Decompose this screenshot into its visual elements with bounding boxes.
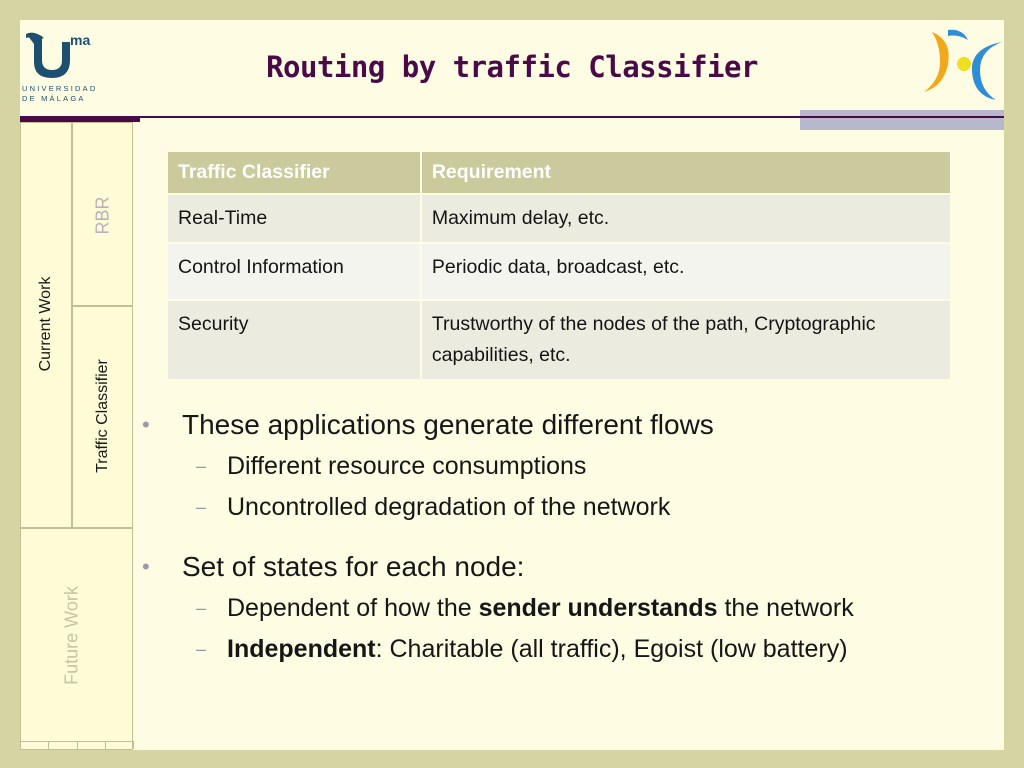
- table-header-row: [168, 152, 951, 194]
- nav-future-work[interactable]: [20, 528, 133, 750]
- emphasis-text: Independent: [227, 635, 376, 663]
- sub-bullet-item: – Dependent of how the sender understands the network: [140, 588, 990, 629]
- nav-rbr[interactable]: [72, 122, 133, 306]
- column-header-requirement: Requirement: [421, 152, 951, 194]
- slide: [20, 20, 1004, 750]
- bullet-dot-icon: •: [142, 554, 150, 579]
- conference-logo-icon: [918, 26, 1006, 106]
- table-row: [168, 194, 951, 243]
- sub-bullet-item: – Uncontrolled degradation of the network: [140, 487, 990, 528]
- table-row: [168, 243, 951, 300]
- nav-traffic-classifier-label: Traffic Classifier: [94, 359, 111, 473]
- bullet-item: • Set of states for each node:: [140, 546, 990, 588]
- cell-requirement: Trustworthy of the nodes of the path, Cryptographic capabilities, etc.: [421, 300, 951, 379]
- side-navigation: [20, 122, 133, 750]
- header-rule-right: [800, 110, 1004, 130]
- cell-classifier: Control Information: [168, 243, 421, 300]
- nav-rbr-label: RBR: [92, 196, 113, 235]
- nav-current-work-label: Current Work: [37, 276, 54, 372]
- nav-traffic-classifier[interactable]: [72, 306, 133, 528]
- cell-classifier: Real-Time: [168, 194, 421, 243]
- cell-requirement: Maximum delay, etc.: [421, 194, 951, 243]
- dash-icon: –: [196, 456, 207, 476]
- emphasis-text: sender understands: [478, 594, 718, 622]
- nav-progress-ticks: [21, 741, 134, 749]
- cell-requirement: Periodic data, broadcast, etc.: [421, 243, 951, 300]
- nav-future-work-label: Future Work: [61, 586, 82, 685]
- dash-icon: –: [196, 497, 207, 517]
- column-header-classifier: Traffic Classifier: [168, 152, 421, 194]
- traffic-classifier-table: [168, 152, 952, 379]
- dash-icon: –: [196, 639, 207, 659]
- uma-logo-text: UNIVERSIDAD DE MÁLAGA: [22, 84, 98, 103]
- cell-classifier: Security: [168, 300, 421, 379]
- dash-icon: –: [196, 598, 207, 618]
- bullet-item: • These applications generate different flows: [140, 404, 990, 446]
- nav-current-work[interactable]: [20, 122, 72, 528]
- sub-bullet-item: – Independent: Charitable (all traffic), Egoist (low battery): [140, 629, 990, 670]
- bullet-list: [140, 404, 990, 670]
- bullet-dot-icon: •: [142, 412, 150, 437]
- table-row: [168, 300, 951, 379]
- sub-bullet-item: – Different resource consumptions: [140, 446, 990, 487]
- slide-title: Routing by traffic Classifier: [266, 50, 758, 84]
- uma-logo-ma: ma: [70, 32, 91, 48]
